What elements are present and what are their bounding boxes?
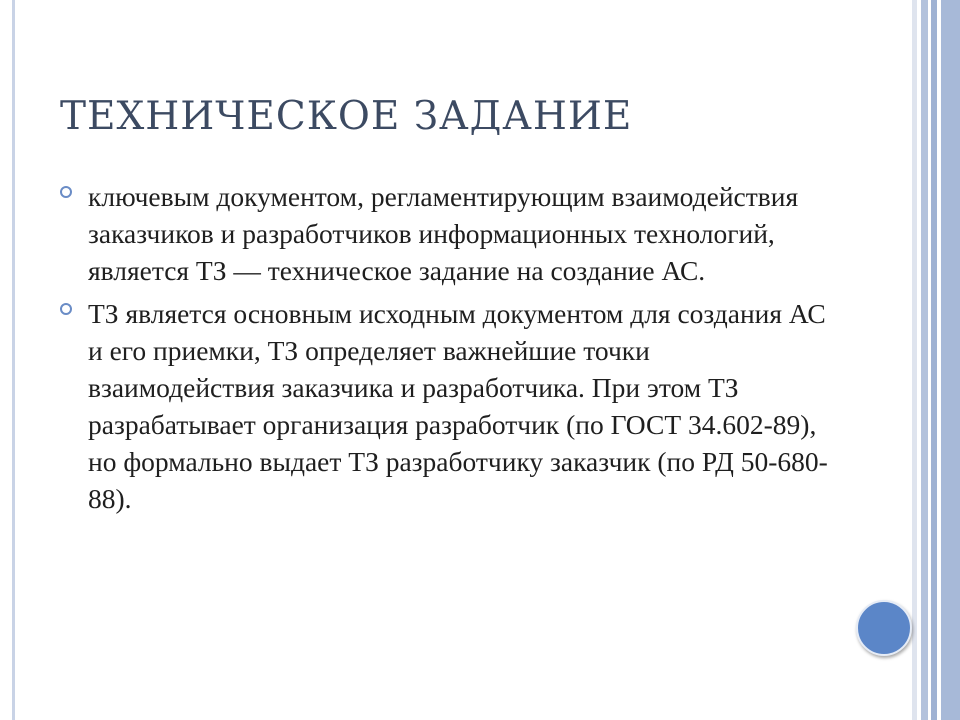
bullet-circle-icon — [60, 303, 72, 315]
decorative-circle-icon — [856, 600, 912, 656]
right-decorative-stripes — [912, 0, 960, 720]
list-item — [58, 178, 838, 289]
bullet-text: ТЗ является основным исходным документом для создания АС и его приемки, ТЗ определяет важнейшие точки взаимодействия заказчика и разработчика. При этом ТЗ разрабатывает организация разработчик (по ГОСТ 34.602-89), но формально выдает ТЗ разработчику заказчик (по РД 50-680-88). — [88, 298, 828, 514]
stripe — [941, 0, 960, 720]
bullet-list — [58, 178, 838, 523]
slide-title: ТЕХНИЧЕСКОЕ ЗАДАНИЕ — [60, 94, 633, 139]
left-border-line — [12, 0, 15, 720]
list-item — [58, 295, 838, 517]
bullet-text: ключевым документом, регламентирующим взаимодействия заказчиков и разработчиков информационных технологий, является ТЗ — техническое задание на создание АС. — [88, 181, 799, 286]
stripe — [921, 0, 928, 720]
bullet-circle-icon — [60, 186, 72, 198]
